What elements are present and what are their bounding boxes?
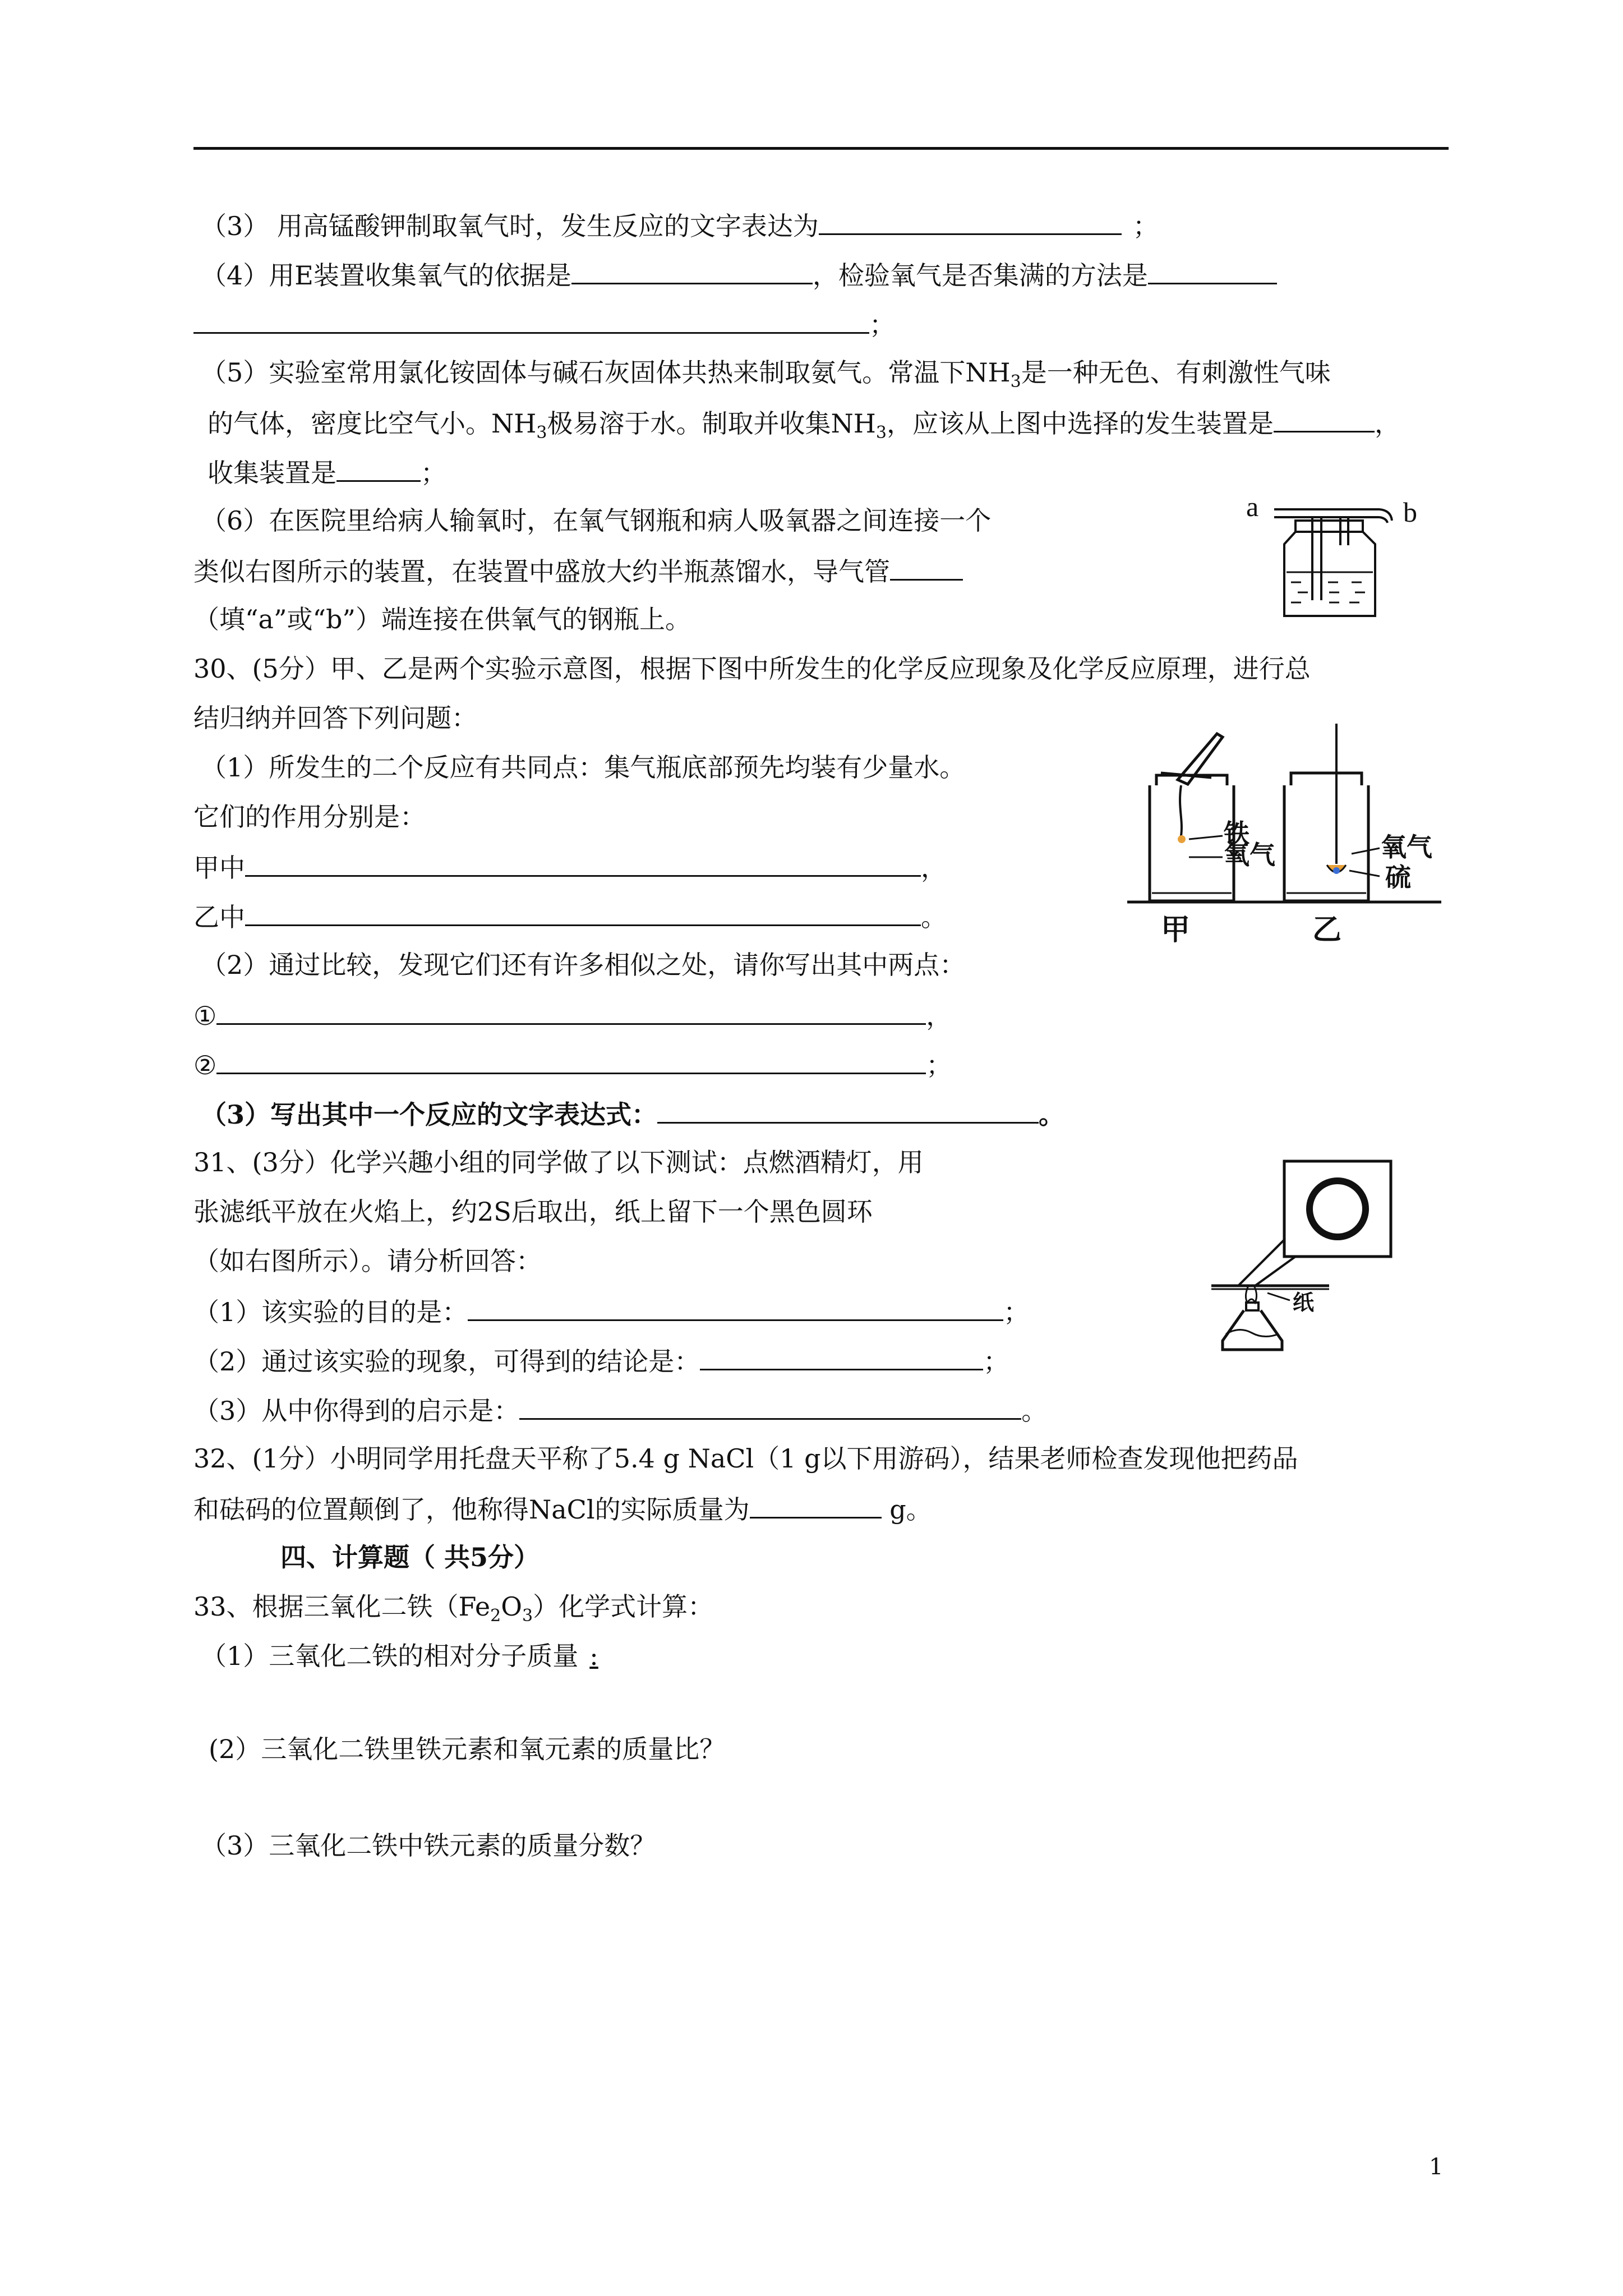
q31-line5: （2）通过该实验的现象，可得到的结论是： ；	[193, 1344, 1009, 1375]
answer-blank[interactable]	[700, 1344, 983, 1370]
q33-line3: (2）三氧化二铁里铁元素和氧元素的质量比？	[209, 1734, 726, 1764]
answer-blank[interactable]	[1148, 258, 1277, 284]
q31-line6: （3）从中你得到的启示是： 。	[193, 1393, 1047, 1425]
answer-blank[interactable]	[216, 999, 926, 1025]
q31-line3: （如右图所示）。请分析回答：	[193, 1246, 542, 1276]
q30-line2: 结归纳并回答下列问题：	[193, 703, 477, 733]
answer-blank[interactable]	[890, 554, 963, 581]
answer-blank[interactable]	[657, 1097, 1039, 1124]
combustion-figure	[1127, 724, 1441, 961]
q30-line3: （1）所发生的二个反应有共同点：集气瓶底部预先均装有少量水。	[201, 752, 966, 783]
q29-part6-line2: 类似右图所示的装置，在装置中盛放大约半瓶蒸馏水，导气管	[193, 554, 963, 586]
q32-line1: 32、(1分）小明同学用托盘天平称了5.4 g NaCl（1 g以下用游码），结果老师检查发现他把药品	[193, 1443, 1298, 1474]
q29-part3: （3） 用高锰酸钾制取氧气时，发生反应的文字表达为 ；	[201, 209, 1159, 240]
label-sulfur: 硫	[1385, 862, 1411, 892]
q30-line5: 甲中 ，	[193, 850, 947, 882]
answer-blank[interactable]	[193, 307, 869, 334]
bottle-label-b: b	[1403, 496, 1417, 528]
answer-blank[interactable]	[819, 209, 1122, 235]
label-jia: 甲	[1161, 913, 1191, 947]
answer-blank[interactable]	[336, 455, 421, 482]
answer-blank[interactable]	[571, 258, 813, 284]
filter-paper-figure	[1200, 1156, 1402, 1382]
q30-line6: 乙中 。	[193, 900, 947, 931]
header-rule	[193, 147, 1449, 150]
q30-line4: 它们的作用分别是：	[193, 802, 426, 832]
q30-line10: （3）写出其中一个反应的文字表达式： 。	[201, 1097, 1064, 1129]
section4-title: 四、计算题（ 共5分）	[280, 1542, 540, 1572]
label-iron: 铁	[1224, 818, 1249, 849]
answer-blank[interactable]	[468, 1295, 1003, 1321]
q30-line1: 30、(5分）甲、乙是两个实验示意图，根据下图中所发生的化学反应现象及化学反应原理，进行总	[193, 654, 1311, 684]
answer-blank[interactable]	[750, 1492, 882, 1519]
q33-line1: 33、根据三氧化二铁$(Fe_2O_3)$化学式计算：	[193, 1591, 714, 1626]
label-yi: 乙	[1312, 913, 1342, 947]
answer-blank[interactable]	[216, 1048, 926, 1074]
q33-line4: （3）三氧化二铁中铁元素的质量分数？	[201, 1830, 656, 1861]
q33-line2: （1）三氧化二铁的相对分子质量 :	[201, 1641, 598, 1671]
bottle-label-a: a	[1246, 491, 1259, 522]
answer-blank[interactable]	[519, 1393, 1021, 1420]
q30-line9: ② ；	[193, 1048, 952, 1079]
q29-part5-line2: 的气体，密度比空气小。$NH_3$极易溶于水。制取并收集$NH_3$，应该从上图中选择的发生装置是 ，	[208, 406, 1400, 438]
q29-part4-cont: ；	[193, 307, 895, 339]
q30-line8: ① ，	[193, 999, 952, 1030]
page-number: 1	[1429, 2154, 1444, 2180]
q29-part5-line1: （5）实验室常用氯化铵固体与碱石灰固体共热来制取氨气。常温下$NH_3$是一种无色、有刺激性气味	[201, 357, 1331, 392]
label-oxygen-left: 氧气	[1224, 840, 1275, 870]
gas-bottle-figure	[1239, 488, 1441, 625]
q29-part6-line1: （6）在医院里给病人输氧时，在氧气钢瓶和病人吸氧器之间连接一个	[201, 505, 992, 536]
q31-line1: 31、(3分）化学兴趣小组的同学做了以下测试：点燃酒精灯，用	[193, 1147, 924, 1177]
q30-line7: （2）通过比较，发现它们还有许多相似之处，请你写出其中两点：	[201, 950, 966, 980]
label-oxygen-right: 氧气	[1381, 832, 1432, 862]
answer-blank[interactable]	[245, 900, 921, 926]
q31-line2: 张滤纸平放在火焰上，约2S后取出，纸上留下一个黑色圆环	[193, 1197, 873, 1227]
q29-part4: （4）用E装置收集氧气的依据是 ，检验氧气是否集满的方法是	[201, 258, 1277, 289]
answer-blank[interactable]	[245, 850, 921, 877]
q31-line4: （1）该实验的目的是： ；	[193, 1295, 1029, 1326]
q29-part5-line3: 收集装置是 ；	[208, 455, 446, 487]
q32-line2: 和砝码的位置颠倒了，他称得NaCl的实际质量为 g。	[193, 1492, 932, 1524]
answer-blank[interactable]	[1274, 406, 1375, 432]
label-paper: 纸	[1293, 1290, 1315, 1315]
q29-part6-line3: （填“a”或“b”）端连接在供氧气的钢瓶上。	[193, 604, 691, 634]
